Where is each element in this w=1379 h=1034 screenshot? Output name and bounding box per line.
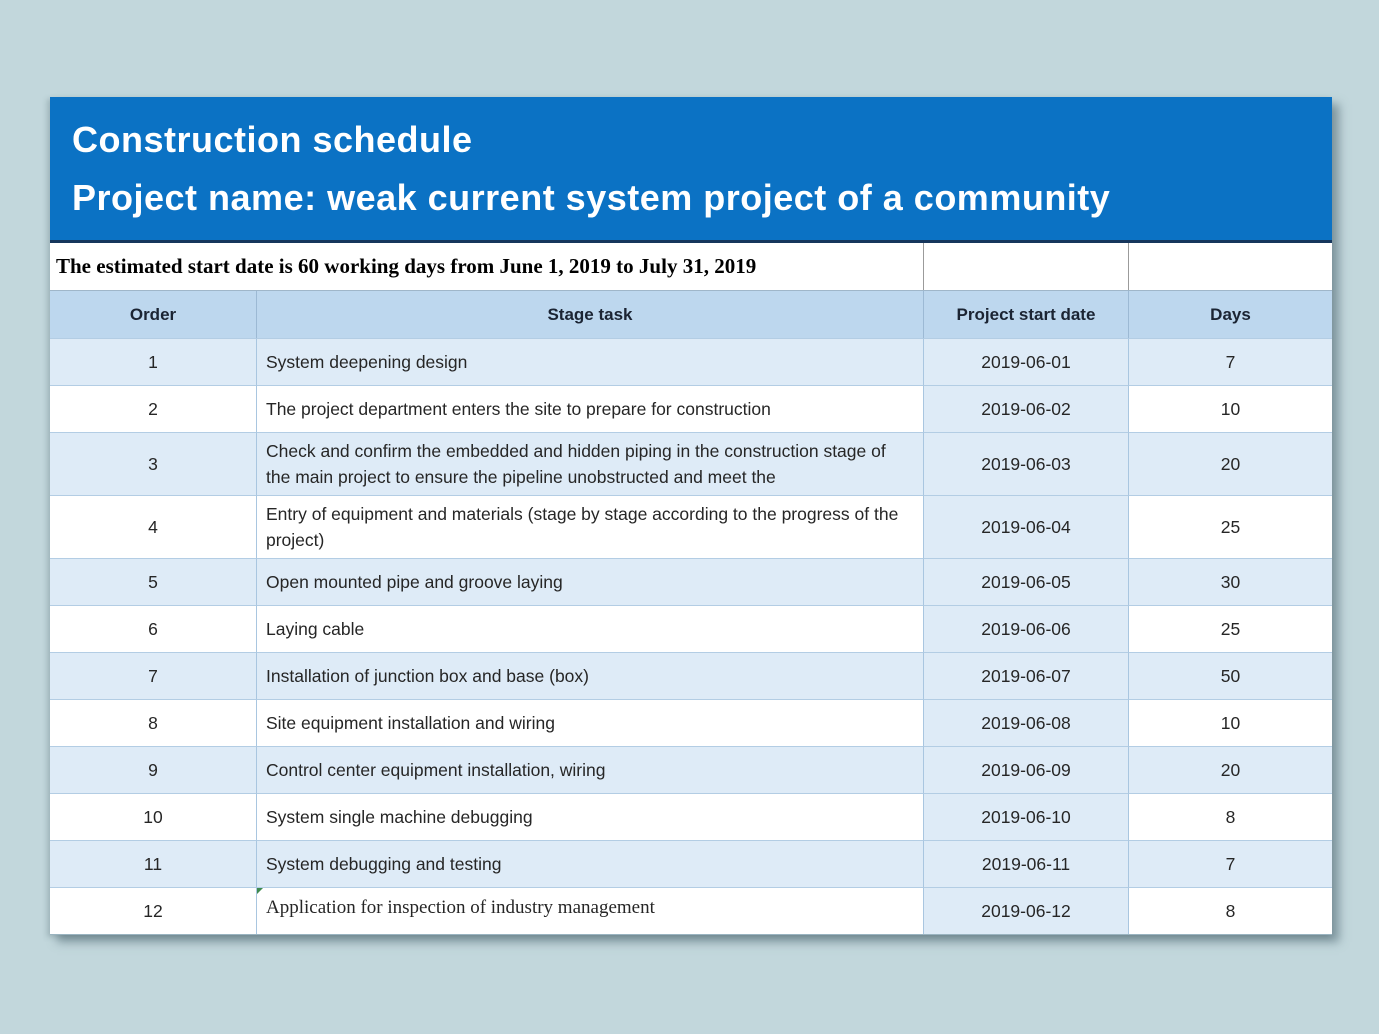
cell-days: 8 [1128,793,1332,840]
page-title: Construction schedule [72,119,473,160]
cell-days: 25 [1128,605,1332,652]
cell-start-date: 2019-06-05 [923,558,1128,605]
cell-days: 20 [1128,746,1332,793]
header-start-date: Project start date [923,291,1128,338]
table-row [50,495,1332,558]
title-banner [50,97,1332,240]
cell-days: 50 [1128,652,1332,699]
header-days: Days [1128,291,1332,338]
table-body [50,338,1332,935]
cell-order: 10 [50,793,256,840]
header-stage-task: Stage task [256,291,923,338]
cell-start-date: 2019-06-12 [923,887,1128,934]
cell-days: 10 [1128,385,1332,432]
table-row [50,605,1332,652]
cell-order: 6 [50,605,256,652]
table-row [50,699,1332,746]
cell-stage-task: Site equipment installation and wiring [256,699,923,746]
cell-order: 1 [50,338,256,385]
cell-stage-task: Entry of equipment and materials (stage by stage according to the progress of the project) [256,495,923,558]
cell-start-date: 2019-06-01 [923,338,1128,385]
cell-days: 30 [1128,558,1332,605]
cell-order: 11 [50,840,256,887]
table-row [50,652,1332,699]
cell-stage-task: System deepening design [256,338,923,385]
cell-stage-task: Application for inspection of industry management [256,887,923,934]
cell-stage-task: Installation of junction box and base (box) [256,652,923,699]
cell-days: 7 [1128,338,1332,385]
table-row [50,887,1332,934]
cell-start-date: 2019-06-08 [923,699,1128,746]
cell-start-date: 2019-06-03 [923,432,1128,495]
cell-stage-task: Laying cable [256,605,923,652]
cell-order: 7 [50,652,256,699]
cell-days: 7 [1128,840,1332,887]
cell-stage-task: System single machine debugging [256,793,923,840]
cell-order: 4 [50,495,256,558]
cell-stage-task: System debugging and testing [256,840,923,887]
estimated-dates-note: The estimated start date is 60 working days from June 1, 2019 to July 31, 2019 [56,254,757,278]
cell-order: 3 [50,432,256,495]
table-row [50,338,1332,385]
cell-order: 12 [50,887,256,934]
cell-start-date: 2019-06-11 [923,840,1128,887]
table-row [50,746,1332,793]
cell-start-date: 2019-06-10 [923,793,1128,840]
cell-days: 8 [1128,887,1332,934]
cell-stage-task: Control center equipment installation, wiring [256,746,923,793]
cell-start-date: 2019-06-04 [923,495,1128,558]
cell-stage-task: Open mounted pipe and groove laying [256,558,923,605]
cell-days: 10 [1128,699,1332,746]
table-header-row [50,290,1332,338]
schedule-sheet [50,97,1332,935]
cell-stage-task: Check and confirm the embedded and hidden piping in the construction stage of the main project to ensure the pipeline unobstructed and meet the [256,432,923,495]
cell-order: 5 [50,558,256,605]
cell-days: 25 [1128,495,1332,558]
green-corner-flag-icon [257,888,263,894]
table-row [50,385,1332,432]
cell-start-date: 2019-06-07 [923,652,1128,699]
table-row [50,793,1332,840]
cell-days: 20 [1128,432,1332,495]
cell-order: 9 [50,746,256,793]
note-empty-cell-2 [1128,243,1332,290]
project-name-subtitle: Project name: weak current system project of a community [72,177,1111,218]
table-row [50,840,1332,887]
cell-stage-task: The project department enters the site to prepare for construction [256,385,923,432]
cell-start-date: 2019-06-06 [923,605,1128,652]
table-row [50,558,1332,605]
cell-start-date: 2019-06-09 [923,746,1128,793]
note-empty-cell-1 [923,243,1128,290]
header-order: Order [129,304,177,324]
note-row [50,240,1332,290]
table-row [50,432,1332,495]
cell-order: 8 [50,699,256,746]
cell-order: 2 [50,385,256,432]
cell-start-date: 2019-06-02 [923,385,1128,432]
